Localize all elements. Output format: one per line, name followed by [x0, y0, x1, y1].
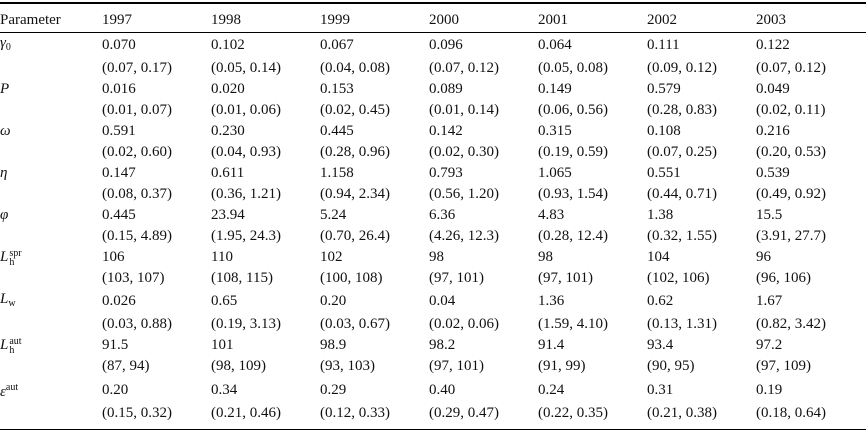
interval-cell: (87, 94)	[102, 358, 150, 374]
interval-cell: (0.01, 0.14)	[429, 102, 499, 118]
symbol-superscript: spr	[9, 247, 22, 259]
symbol-subscript: h	[9, 256, 15, 268]
estimate-cell: 0.016	[102, 81, 136, 97]
estimate-cell: 23.94	[211, 207, 245, 223]
symbol-subscript: w	[8, 298, 16, 309]
interval-cell: (0.07, 0.12)	[756, 60, 826, 76]
estimate-cell: 0.591	[102, 123, 136, 139]
interval-cell: (90, 95)	[647, 358, 695, 374]
estimate-cell: 1.065	[538, 165, 572, 181]
interval-cell: (0.19, 0.59)	[538, 144, 608, 160]
estimate-cell: 0.24	[538, 381, 565, 398]
interval-cell: (0.06, 0.56)	[538, 102, 608, 118]
estimate-cell: 0.315	[538, 123, 572, 139]
symbol-base: P	[0, 81, 10, 97]
header-year: 2000	[429, 12, 459, 28]
interval-cell: (0.44, 0.71)	[647, 186, 717, 202]
symbol-base: γ	[0, 35, 6, 51]
interval-cell: (93, 103)	[320, 358, 375, 374]
interval-cell: (0.19, 3.13)	[211, 316, 281, 332]
blank-cell	[0, 314, 102, 335]
interval-cell: (0.02, 0.30)	[429, 144, 499, 160]
estimate-cell: 0.147	[102, 165, 136, 181]
table-row-estimate	[0, 121, 865, 142]
blank-cell	[0, 226, 102, 247]
table-row-estimate	[0, 163, 865, 184]
parameter-symbol	[0, 79, 102, 100]
estimate-cell: 0.096	[429, 37, 463, 53]
estimate-cell: 0.65	[211, 293, 238, 309]
header-year: 2003	[756, 12, 786, 28]
estimate-cell: 98.9	[320, 337, 347, 353]
table-row-estimate	[0, 33, 865, 58]
estimate-cell: 0.445	[102, 207, 136, 223]
parameter-symbol	[0, 289, 102, 314]
interval-cell: (1.95, 24.3)	[211, 228, 281, 244]
interval-cell: (0.70, 26.4)	[320, 228, 390, 244]
interval-cell: (0.18, 0.64)	[756, 405, 826, 421]
estimate-cell: 0.62	[647, 293, 674, 309]
interval-cell: (0.02, 0.60)	[102, 144, 172, 160]
parameter-symbol	[0, 205, 102, 226]
interval-cell: (0.28, 0.96)	[320, 144, 390, 160]
symbol-superscript: aut	[5, 382, 19, 393]
estimate-cell: 0.064	[538, 37, 572, 53]
interval-cell: (103, 107)	[102, 270, 165, 286]
interval-cell: (97, 101)	[429, 358, 484, 374]
interval-cell: (0.29, 0.47)	[429, 405, 499, 421]
table-row-estimate	[0, 79, 865, 100]
table-row-interval	[0, 100, 865, 121]
estimate-cell: 0.611	[211, 165, 245, 181]
estimate-cell: 0.445	[320, 123, 354, 139]
table-row-interval	[0, 142, 865, 163]
interval-cell: (0.82, 3.42)	[756, 316, 826, 332]
interval-cell: (97, 109)	[756, 358, 811, 374]
interval-cell: (0.02, 0.11)	[756, 102, 826, 118]
estimate-cell: 0.551	[647, 165, 681, 181]
interval-cell: (0.04, 0.93)	[211, 144, 281, 160]
header-year: 2001	[538, 12, 568, 28]
interval-cell: (0.03, 0.88)	[102, 316, 172, 332]
interval-cell: (96, 106)	[756, 270, 811, 286]
symbol-scripts	[9, 337, 21, 355]
table-row-interval	[0, 403, 865, 424]
parameter-table	[0, 9, 865, 424]
parameter-symbol	[0, 335, 102, 356]
table-row-interval	[0, 226, 865, 247]
estimate-cell: 6.36	[429, 207, 456, 223]
header-parameter: Parameter	[0, 12, 61, 28]
estimate-cell: 91.4	[538, 337, 565, 353]
blank-cell	[0, 142, 102, 163]
estimate-cell: 0.34	[211, 381, 238, 398]
table-body	[0, 32, 865, 424]
estimate-cell: 102	[320, 249, 343, 265]
interval-cell: (0.07, 0.17)	[102, 60, 172, 76]
interval-cell: (0.13, 1.31)	[647, 316, 717, 332]
table-row-interval	[0, 184, 865, 205]
table-row-interval	[0, 356, 865, 377]
table-bottom-rule	[0, 429, 866, 430]
estimate-cell: 0.122	[756, 37, 790, 53]
estimate-cell: 0.153	[320, 81, 354, 97]
estimate-cell: 0.216	[756, 123, 790, 139]
estimate-cell: 0.108	[647, 123, 681, 139]
estimate-cell: 110	[211, 249, 233, 265]
symbol-base: ω	[0, 123, 11, 139]
symbol-subscript: 0	[5, 42, 11, 53]
interval-cell: (0.01, 0.06)	[211, 102, 281, 118]
estimate-cell: 98	[538, 249, 553, 265]
estimate-cell: 104	[647, 249, 670, 265]
symbol-superscript: aut	[9, 335, 22, 347]
estimate-cell: 0.539	[756, 165, 790, 181]
interval-cell: (0.07, 0.25)	[647, 144, 717, 160]
interval-cell: (100, 108)	[320, 270, 383, 286]
symbol-subscript: h	[9, 344, 15, 356]
table-row-estimate	[0, 247, 865, 268]
interval-cell: (0.21, 0.46)	[211, 405, 281, 421]
estimate-cell: 0.026	[102, 293, 136, 309]
parameter-symbol	[0, 33, 102, 58]
estimate-cell: 0.070	[102, 37, 136, 53]
symbol-base: φ	[0, 207, 9, 223]
interval-cell: (91, 99)	[538, 358, 586, 374]
blank-cell	[0, 403, 102, 424]
parameter-symbol	[0, 121, 102, 142]
parameter-symbol	[0, 377, 102, 403]
interval-cell: (0.49, 0.92)	[756, 186, 826, 202]
interval-cell: (0.05, 0.08)	[538, 60, 608, 76]
table-row-estimate	[0, 335, 865, 356]
interval-cell: (0.93, 1.54)	[538, 186, 608, 202]
interval-cell: (0.03, 0.67)	[320, 316, 390, 332]
blank-cell	[0, 100, 102, 121]
estimate-cell: 1.67	[756, 293, 783, 309]
estimate-cell: 0.31	[647, 381, 674, 398]
estimate-cell: 0.102	[211, 37, 245, 53]
blank-cell	[0, 356, 102, 377]
interval-cell: (0.36, 1.21)	[211, 186, 281, 202]
interval-cell: (1.59, 4.10)	[538, 316, 608, 332]
interval-cell: (0.02, 0.06)	[429, 316, 499, 332]
interval-cell: (0.22, 0.35)	[538, 405, 608, 421]
interval-cell: (0.07, 0.12)	[429, 60, 499, 76]
estimate-cell: 97.2	[756, 337, 783, 353]
estimate-cell: 106	[102, 249, 125, 265]
parameter-symbol	[0, 247, 102, 268]
estimate-cell: 0.579	[647, 81, 681, 97]
estimate-cell: 93.4	[647, 337, 674, 353]
header-year: 1999	[320, 12, 350, 28]
estimate-cell: 0.049	[756, 81, 790, 97]
estimate-cell: 0.19	[756, 381, 783, 398]
symbol-base: L	[0, 337, 9, 353]
estimate-cell: 0.020	[211, 81, 245, 97]
estimate-cell: 0.142	[429, 123, 463, 139]
header-year: 2002	[647, 12, 677, 28]
symbol-scripts	[9, 249, 21, 267]
estimate-cell: 0.089	[429, 81, 463, 97]
symbol-base: η	[0, 165, 8, 181]
estimate-cell: 15.5	[756, 207, 783, 223]
blank-cell	[0, 58, 102, 79]
interval-cell: (0.08, 0.37)	[102, 186, 172, 202]
estimate-cell: 0.067	[320, 37, 354, 53]
interval-cell: (0.28, 12.4)	[538, 228, 608, 244]
estimate-cell: 4.83	[538, 207, 565, 223]
symbol-base: L	[0, 249, 9, 265]
estimate-cell: 0.20	[320, 293, 347, 309]
table-row-estimate	[0, 289, 865, 314]
estimate-cell: 1.158	[320, 165, 354, 181]
estimate-cell: 1.38	[647, 207, 674, 223]
interval-cell: (0.32, 1.55)	[647, 228, 717, 244]
symbol-base: ε	[0, 384, 6, 400]
table-row-interval	[0, 58, 865, 79]
estimate-cell: 1.36	[538, 293, 565, 309]
interval-cell: (0.15, 0.32)	[102, 405, 172, 421]
symbol-base: L	[0, 291, 9, 307]
parameter-symbol	[0, 163, 102, 184]
table-row-interval	[0, 314, 865, 335]
interval-cell: (0.15, 4.89)	[102, 228, 172, 244]
interval-cell: (0.21, 0.38)	[647, 405, 717, 421]
table-row-estimate	[0, 205, 865, 226]
blank-cell	[0, 184, 102, 205]
interval-cell: (97, 101)	[429, 270, 484, 286]
interval-cell: (98, 109)	[211, 358, 266, 374]
estimate-cell: 0.04	[429, 293, 456, 309]
interval-cell: (0.56, 1.20)	[429, 186, 499, 202]
interval-cell: (3.91, 27.7)	[756, 228, 826, 244]
interval-cell: (0.28, 0.83)	[647, 102, 717, 118]
estimate-cell: 0.149	[538, 81, 572, 97]
estimate-cell: 101	[211, 337, 234, 353]
header-row	[0, 9, 865, 32]
table-top-rule	[0, 2, 866, 4]
estimate-cell: 98	[429, 249, 444, 265]
estimate-cell: 91.5	[102, 337, 129, 353]
estimate-cell: 0.111	[647, 37, 680, 53]
estimate-cell: 0.20	[102, 381, 129, 398]
estimate-cell: 96	[756, 249, 771, 265]
table-row-estimate	[0, 377, 865, 403]
estimate-cell: 5.24	[320, 207, 347, 223]
header-year: 1998	[211, 12, 241, 28]
table-row-interval	[0, 268, 865, 289]
interval-cell: (0.05, 0.14)	[211, 60, 281, 76]
interval-cell: (0.20, 0.53)	[756, 144, 826, 160]
interval-cell: (102, 106)	[647, 270, 710, 286]
interval-cell: (0.04, 0.08)	[320, 60, 390, 76]
interval-cell: (0.09, 0.12)	[647, 60, 717, 76]
header-year: 1997	[102, 12, 132, 28]
estimate-cell: 0.793	[429, 165, 463, 181]
blank-cell	[0, 268, 102, 289]
interval-cell: (4.26, 12.3)	[429, 228, 499, 244]
estimate-cell: 0.29	[320, 381, 347, 398]
interval-cell: (0.01, 0.07)	[102, 102, 172, 118]
interval-cell: (0.02, 0.45)	[320, 102, 390, 118]
interval-cell: (0.12, 0.33)	[320, 405, 390, 421]
interval-cell: (0.94, 2.34)	[320, 186, 390, 202]
interval-cell: (97, 101)	[538, 270, 593, 286]
estimate-cell: 0.40	[429, 381, 456, 398]
estimate-cell: 98.2	[429, 337, 456, 353]
interval-cell: (108, 115)	[211, 270, 273, 286]
estimate-cell: 0.230	[211, 123, 245, 139]
